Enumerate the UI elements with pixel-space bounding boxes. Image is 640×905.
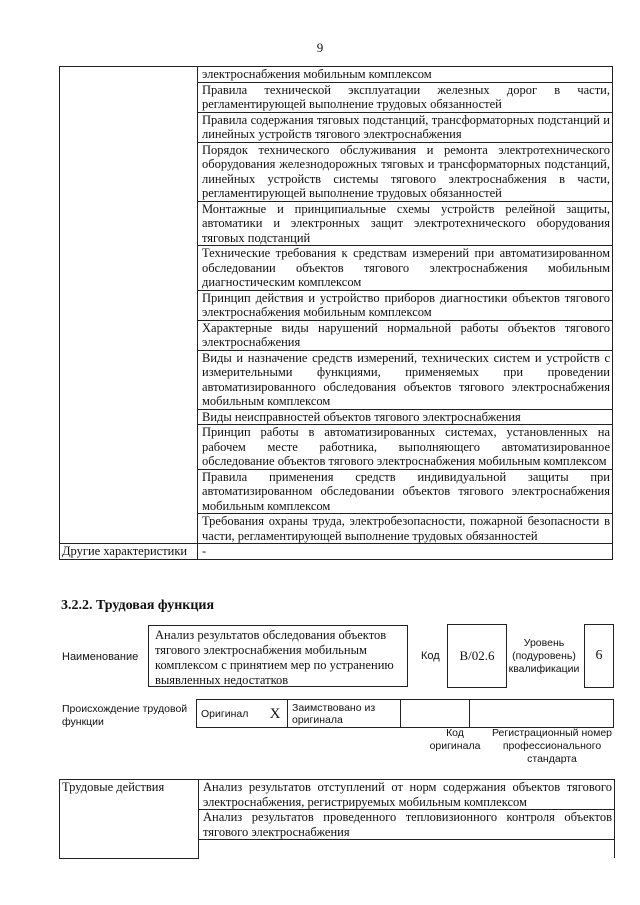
table-cell: Порядок технического обслуживания и ремонта электротехнического оборудования железнодорожных тяговых и трансформаторных подстанций, линейных устройств системы тягового электроснабжения в части, регламентирующей выполнение трудовых обязанностей (198, 142, 613, 201)
table-cell: Требования охраны труда, электробезопасности, пожарной безопасности в части, регламентирующей выполнение трудовых обязанностей (198, 514, 613, 544)
table-cell: Анализ результатов проведенного тепловизионного контроля объектов тягового электроснабжения (199, 810, 615, 840)
level-box: 6 (584, 624, 614, 688)
table-cell: Правила технической эксплуатации железных дорог в части, регламентирующей выполнение трудовых обязанностей (198, 82, 613, 112)
table-row (60, 780, 615, 810)
table-cell: Виды неисправностей объектов тягового электроснабжения (198, 409, 613, 425)
table-cell (199, 840, 615, 859)
table-row (60, 67, 613, 83)
original-label: Оригинал (197, 700, 264, 728)
labor-actions-label: Трудовые действия (60, 780, 199, 859)
section-heading: 3.2.2. Трудовая функция (61, 598, 215, 613)
level-label: Уровень (подуровень) квалификации (508, 637, 580, 675)
table-cell: Виды и назначение средств измерений, технических систем и устройств с измерительными функциями, применяемых при проведении автоматизированного обследования объектов тягового электроснабжения мобильным комплексом (198, 350, 613, 409)
table-cell: Анализ результатов отступлений от норм содержания объектов тягового электроснабжения, регистрируемых мобильным комплексом (199, 780, 615, 810)
labor-actions-table (59, 779, 615, 859)
code-label: Код (421, 650, 440, 662)
table-row (60, 544, 613, 560)
reg-number-cell (470, 700, 614, 728)
code-box: B/02.6 (447, 624, 507, 688)
borrowed-label: Заимствовано из оригинала (288, 700, 401, 728)
table-cell: электроснабжения мобильным комплексом (198, 67, 613, 83)
original-mark: X (263, 700, 288, 728)
table-left-cell (60, 67, 198, 544)
table-cell: Правила применения средств индивидуальной защиты при автоматизированном обследовании объектов тягового электроснабжения мобильным комплексом (198, 469, 613, 514)
reg-number-label: Регистрационный номер профессионального стандарта (492, 727, 612, 765)
table-cell: Монтажные и принципиальные схемы устройств релейной защиты, автоматики и электронных защит электротехнического оборудования тяговых подстанций (198, 201, 613, 246)
knowledge-table (59, 66, 613, 560)
table-cell: Правила содержания тяговых подстанций, трансформаторных подстанций и линейных устройств тягового электроснабжения (198, 112, 613, 142)
origin-label: Происхождение трудовой функции (62, 703, 188, 728)
code-original-label: Код оригинала (429, 727, 481, 752)
table-cell: Принцип действия и устройство приборов диагностики объектов тягового электроснабжения мобильным комплексом (198, 290, 613, 320)
other-characteristics-label: Другие характеристики (60, 544, 198, 560)
other-characteristics-value: - (198, 544, 613, 560)
page-number: 9 (316, 40, 324, 55)
name-label: Наименование (62, 651, 139, 663)
origin-table (196, 699, 614, 728)
table-row (197, 700, 614, 728)
table-cell: Технические требования к средствам измерений при автоматизированном обследовании объектов тягового электроснабжения мобильным диагностическим комплексом (198, 246, 613, 291)
code-original-cell (401, 700, 470, 728)
function-name-box: Анализ результатов обследования объектов тягового электроснабжения мобильным комплексом с принятием мер по устранению выявленных недостатков (148, 625, 408, 687)
table-cell: Принцип работы в автоматизированных системах, установленных на рабочем месте работника, выполняющего автоматизированное обследование объектов тягового электроснабжения мобильным комплексом (198, 425, 613, 470)
table-cell: Характерные виды нарушений нормальной работы объектов тягового электроснабжения (198, 320, 613, 350)
